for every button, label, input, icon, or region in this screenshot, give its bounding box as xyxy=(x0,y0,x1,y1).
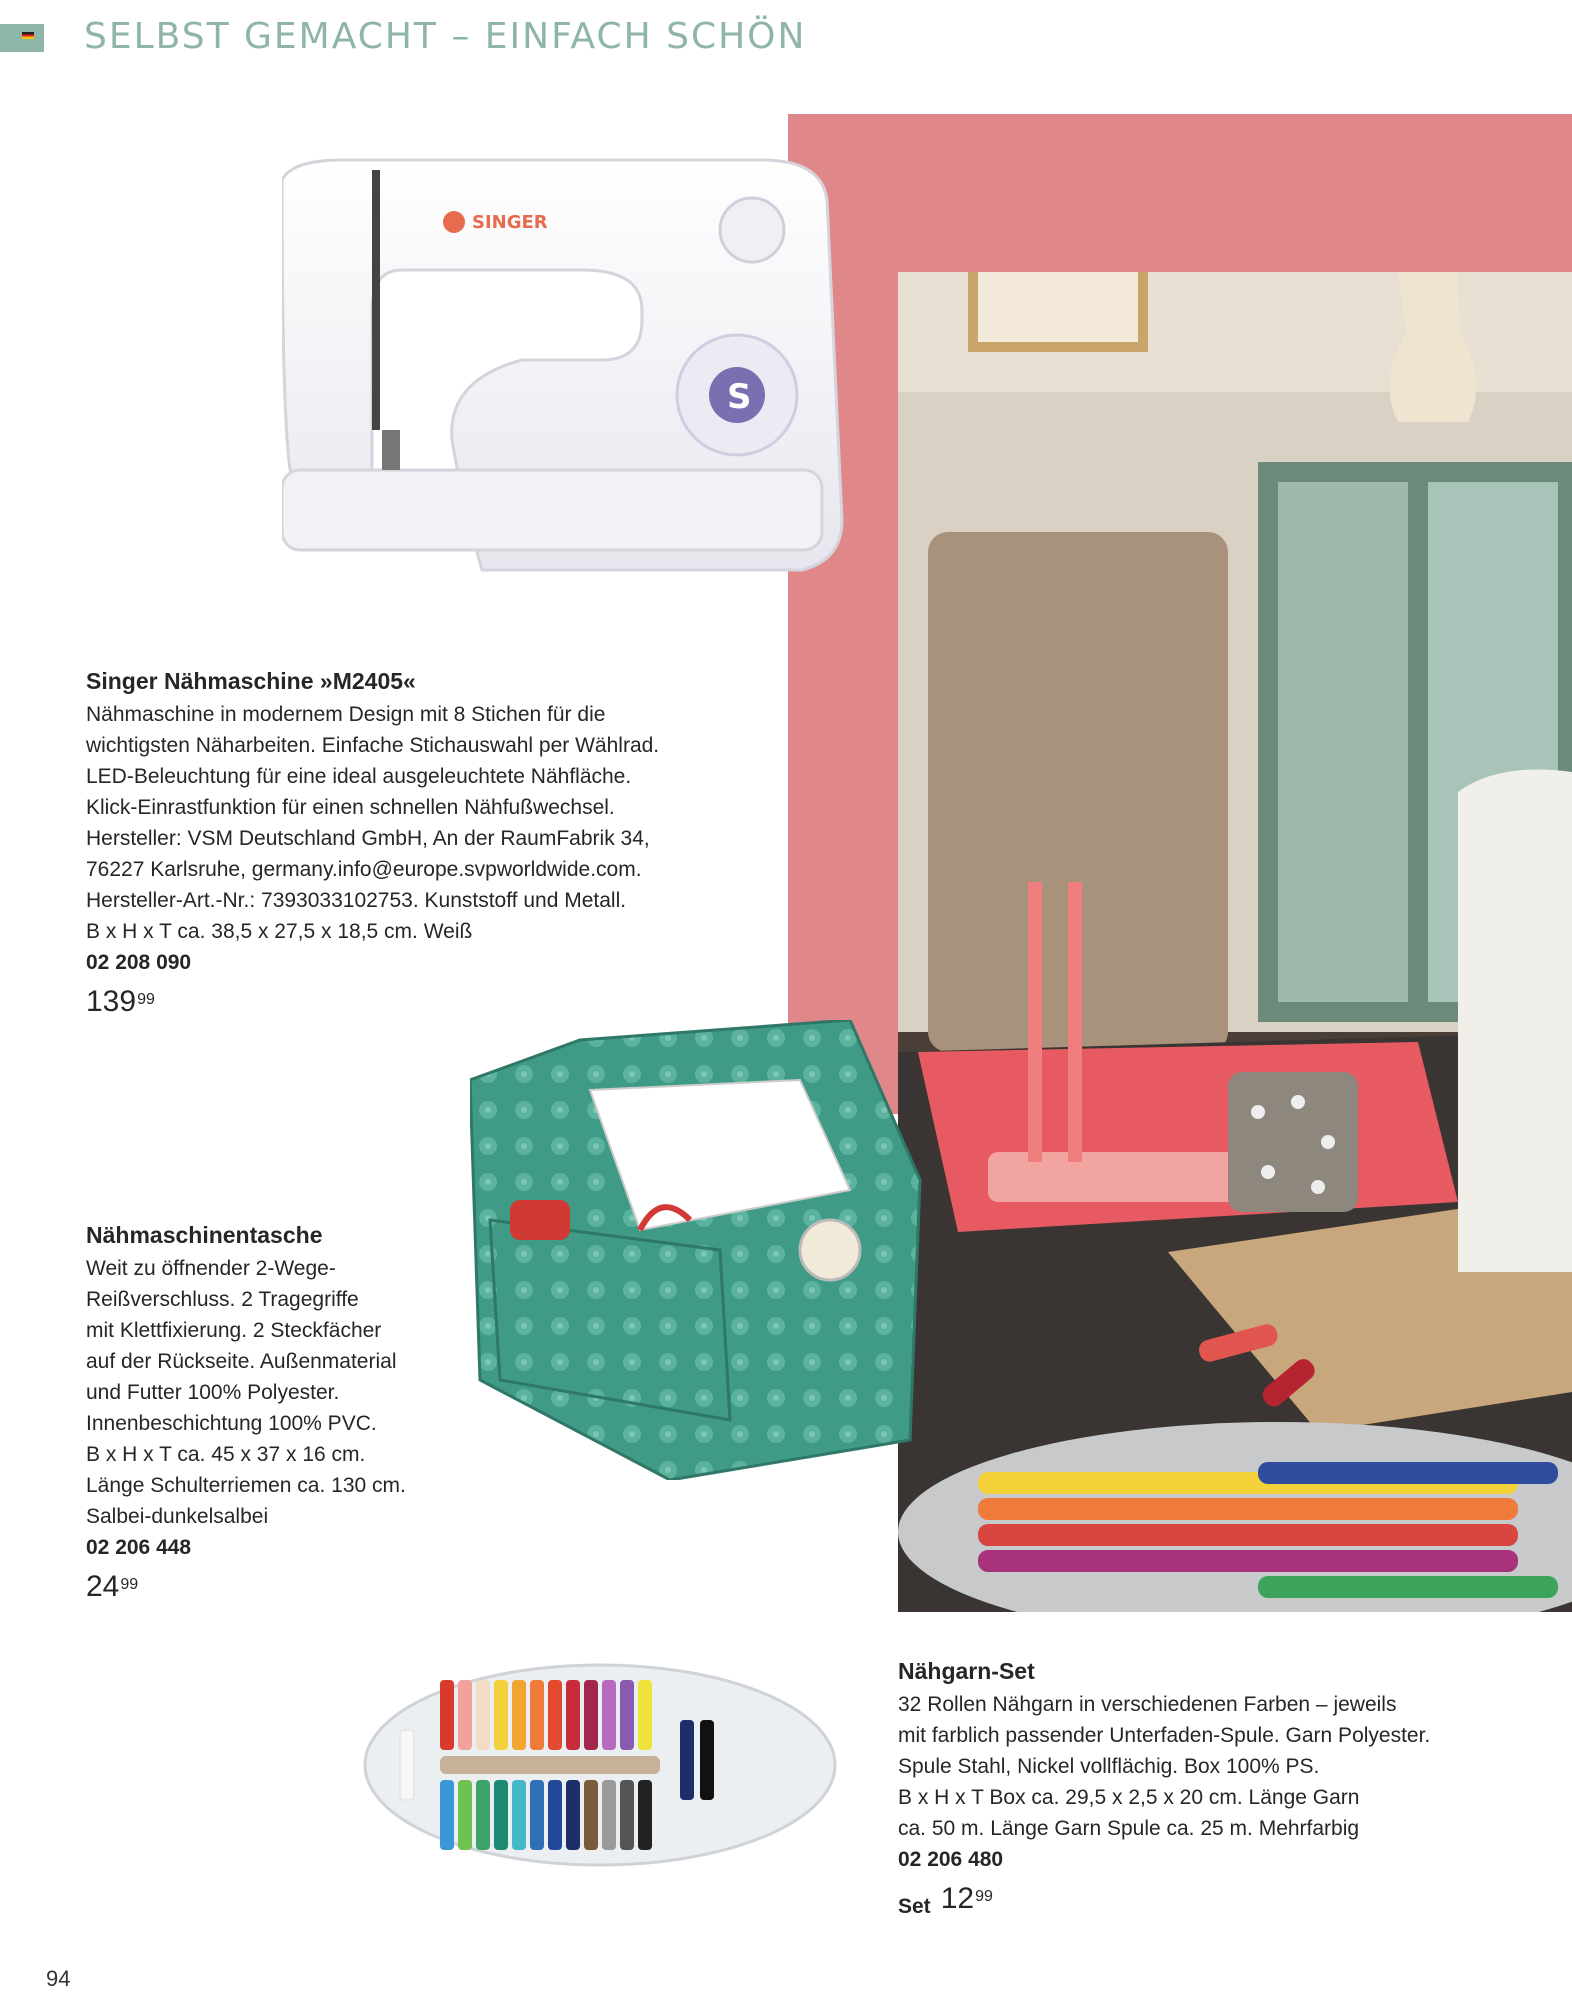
lifestyle-photo xyxy=(898,272,1572,1612)
price-cents: 99 xyxy=(120,1576,139,1593)
price-main: 12 xyxy=(940,1882,975,1915)
page-number: 94 xyxy=(46,1966,71,1991)
article-number: 02 206 480 xyxy=(898,1848,1004,1871)
price-main: 24 xyxy=(86,1570,120,1603)
sewing-machine-illustration xyxy=(282,140,862,610)
product-description: Weit zu öffnender 2-Wege- Reißverschluss. 2 Tragegriffe mit Klettfixierung. 2 Steckfächer auf der Rückseite. Außenmaterial und Futter 100% Polyester. Innenbeschichtung 100% PVC. B x H x T ca. 45 x 37 x 16 cm. Länge Schulterriemen ca. 130 cm. Salbei-dunkelsalbei xyxy=(86,1257,406,1528)
thread-set-illustration xyxy=(360,1660,840,1870)
product-description: 32 Rollen Nähgarn in verschiedenen Farben – jeweils mit farblich passender Unterfaden-Spule. Garn Polyester. Spule Stahl, Nickel vollflächig. Box 100% PS. B x H x T Box ca. 29,5 x 2,5 x 20 cm. Länge Garn ca. 50 m. Länge Garn Spule ca. 25 m. Mehrfarbig xyxy=(898,1693,1431,1840)
price xyxy=(898,1883,1518,1922)
sewing-bag-image xyxy=(470,1020,980,1480)
sewing-machine-image xyxy=(282,140,862,610)
flag-icon xyxy=(22,32,34,39)
price xyxy=(86,986,726,1017)
product-title: Nähmaschinentasche xyxy=(86,1222,323,1248)
lifestyle-illustration xyxy=(898,272,1572,1612)
page-header-title: SELBST GEMACHT – EINFACH SCHÖN xyxy=(84,16,807,57)
product-description: Nähmaschine in modernem Design mit 8 Stichen für die wichtigsten Näharbeiten. Einfache Stichauswahl per Wählrad. LED-Beleuchtung für eine ideal ausgeleuchtete Nähfläche. Klick-Einrastfunktion für einen schnellen Nähfußwechsel. Hersteller: VSM Deutschland GmbH, An der RaumFabrik 34, 76227 Karlsruhe, germany.info@europe.svpworldwide.com. Hersteller-Art.-Nr.: 7393033102753. Kunststoff und Metall. B x H x T ca. 38,5 x 27,5 x 18,5 cm. Weiß xyxy=(86,703,660,943)
product-thread-set xyxy=(898,1656,1518,1922)
section-tag xyxy=(0,24,44,52)
price xyxy=(86,1571,506,1602)
article-number: 02 208 090 xyxy=(86,951,192,974)
sewing-machine-dial-letter: S xyxy=(727,377,752,417)
sewing-machine-brand: SINGER xyxy=(472,212,548,233)
price-prefix: Set xyxy=(898,1895,931,1918)
product-singer-sewing-machine xyxy=(86,666,726,1017)
price-main: 139 xyxy=(86,985,137,1018)
product-sewing-machine-bag xyxy=(86,1220,506,1602)
thread-set-image xyxy=(360,1660,840,1870)
product-title: Singer Nähmaschine »M2405« xyxy=(86,668,416,694)
price-cents: 99 xyxy=(975,1888,993,1905)
sewing-bag-illustration xyxy=(470,1020,980,1480)
article-number: 02 206 448 xyxy=(86,1536,192,1559)
price-cents: 99 xyxy=(137,991,155,1008)
product-title: Nähgarn-Set xyxy=(898,1658,1035,1684)
